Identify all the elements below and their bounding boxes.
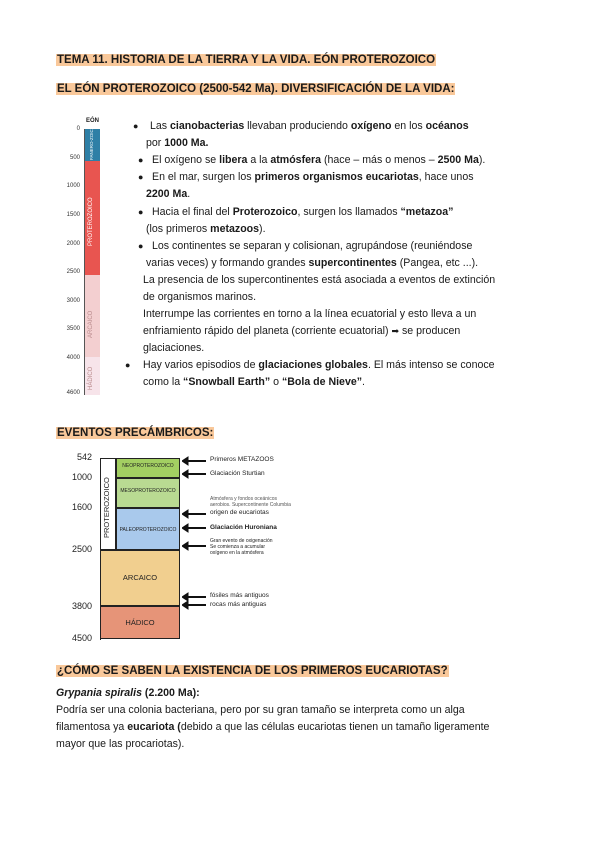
precambrian-events-chart [60,450,320,650]
bullet-1: Las cianobacterias llevaban produciendo oxígeno en los océanos [150,120,469,132]
tick-3800: 3800 [71,601,92,611]
arrow-icon [182,510,206,518]
arrow-icon [182,542,206,550]
arrow-icon [182,457,206,465]
bullet-dot: ● [133,121,139,131]
tick-1500: 1500 [66,212,80,218]
page-title: TEMA 11. HISTORIA DE LA TIERRA Y LA VIDA. EÓN PROTEROZOICO [57,54,436,66]
bullet-5: Los continentes se separan y colisionan, agrupándose (reuniéndose [152,240,473,252]
event-metazoos: Primeros METAZOOS [210,456,274,463]
bullet-dot: ● [138,241,144,251]
section-heading-eon: EL EÓN PROTEROZOICO (2500-542 Ma). DIVERSIFICACIÓN DE LA VIDA: [57,83,455,95]
eon-label-fanerozoico: FANERO-ZOICO [89,125,94,160]
tick-4600: 4600 [66,390,80,396]
event-oxigenacion-1: Gran evento de oxigenación [210,538,273,544]
section-heading-eventos: EVENTOS PRECÁMBRICOS: [57,427,214,439]
bullet-3: En el mar, surgen los primeros organismos eucariotas, hace unos [152,171,474,183]
tick-4500: 4500 [71,633,92,643]
tick-542: 542 [76,452,92,462]
tick-1000: 1000 [66,183,80,189]
bullet-3-cont: 2200 Ma. [146,188,191,200]
segment-label-neo: NEOPROTEROZOICO [122,463,174,469]
bullet-2: El oxígeno se libera a la atmósfera (hace – más o menos – 2500 Ma). [152,154,486,166]
segment-label-meso: MESOPROTEROZOICO [120,488,176,494]
eon-label-arcaico: ARCAICO [88,310,94,338]
grypania-line-3: mayor que las procariotas). [56,738,185,750]
segment-label-arcaico: ARCAICO [122,573,158,582]
bullet-4: Hacia el final del Proterozoico, surgen los llamados “metazoa” [152,206,454,218]
bullet-dot: ● [138,155,144,165]
grypania-line-1: Podría ser una colonia bacteriana, pero por su gran tamaño se interpreta como un alga [56,704,465,716]
segment-label-paleo: PALEOPROTEROZOICO [119,527,177,533]
tick-500: 500 [69,155,80,161]
bullet-dot: ● [125,360,131,370]
arrow-icon [182,524,206,532]
proterozoico-label: PROTEROZOICO [102,477,111,538]
paragraph-line: enfriamiento rápido del planeta (corriente ecuatorial) ➡ se producen [143,325,461,337]
section-heading-eucariotas: ¿CÓMO SE SABEN LA EXISTENCIA DE LOS PRIMEROS EUCARIOTAS? [57,665,448,677]
segment-label-hadico: HÁDICO [125,618,155,627]
eon-timeline [60,118,110,398]
tick-2000: 2000 [66,241,80,247]
grypania-title: Grypania spiralis (2.200 Ma): [56,687,200,699]
arrow-icon [182,601,206,609]
tick-1600: 1600 [71,502,92,512]
tick-4000: 4000 [66,355,80,361]
event-oxigenacion-2: Se comienza a acumular [210,544,266,550]
tick-3000: 3000 [66,298,80,304]
bullet-5-cont: varias veces) y formando grandes supercontinentes (Pangea, etc ...). [146,257,479,269]
event-sturtian: Glaciación Sturtian [210,470,265,477]
eon-label-proterozoico: PROTEROZOICO [88,197,94,246]
bullet-dot: ● [138,207,144,217]
bullet-4-cont: (los primeros metazoos). [146,223,266,235]
event-origen-eucariotas: origen de eucariotas [210,509,269,516]
event-huroniana: Glaciación Huroniana [210,524,277,531]
timeline-axis [84,129,85,395]
paragraph-line: de organismos marinos. [143,291,257,303]
arrow-icon [182,470,206,478]
event-oxigenacion-3: oxígeno en la atmósfera [210,550,264,556]
tick-2500: 2500 [71,544,92,554]
right-arrow-icon: ➡ [391,326,400,336]
grypania-line-2: filamentosa ya eucariota (debido a que las células eucariotas tienen un tamaño ligeramente [56,721,490,733]
event-rocas: rocas más antiguas [210,601,267,608]
bullet-6-cont: como la “Snowball Earth” o “Bola de Nieve”. [143,376,365,388]
paragraph-line: glaciaciones. [143,342,205,354]
timeline-header: EÓN [85,118,99,124]
tick-0: 0 [76,126,80,132]
event-fosiles: fósiles más antiguos [210,592,269,599]
tick-3500: 3500 [66,326,80,332]
event-arrows [182,450,212,650]
paragraph-line: Interrumpe las corrientes en torno a la línea ecuatorial y esto lleva a un [143,308,477,320]
event-columbia-2: aerobios. Supercontinente Columbia [210,502,291,508]
bullet-1-cont: por 1000 Ma. [146,137,209,149]
paragraph-line: La presencia de los supercontinentes está asociada a eventos de extinción [143,274,496,286]
eon-label-hadico: HÁDICO [88,366,94,390]
arrow-icon [182,593,206,601]
tick-1000: 1000 [71,472,92,482]
tick-2500: 2500 [66,269,80,275]
bullet-6: Hay varios episodios de glaciaciones globales. El más intenso se conoce [143,359,495,371]
bullet-dot: ● [138,172,144,182]
event-columbia-1: Atmósfera y fondos oceánicos [210,496,277,502]
